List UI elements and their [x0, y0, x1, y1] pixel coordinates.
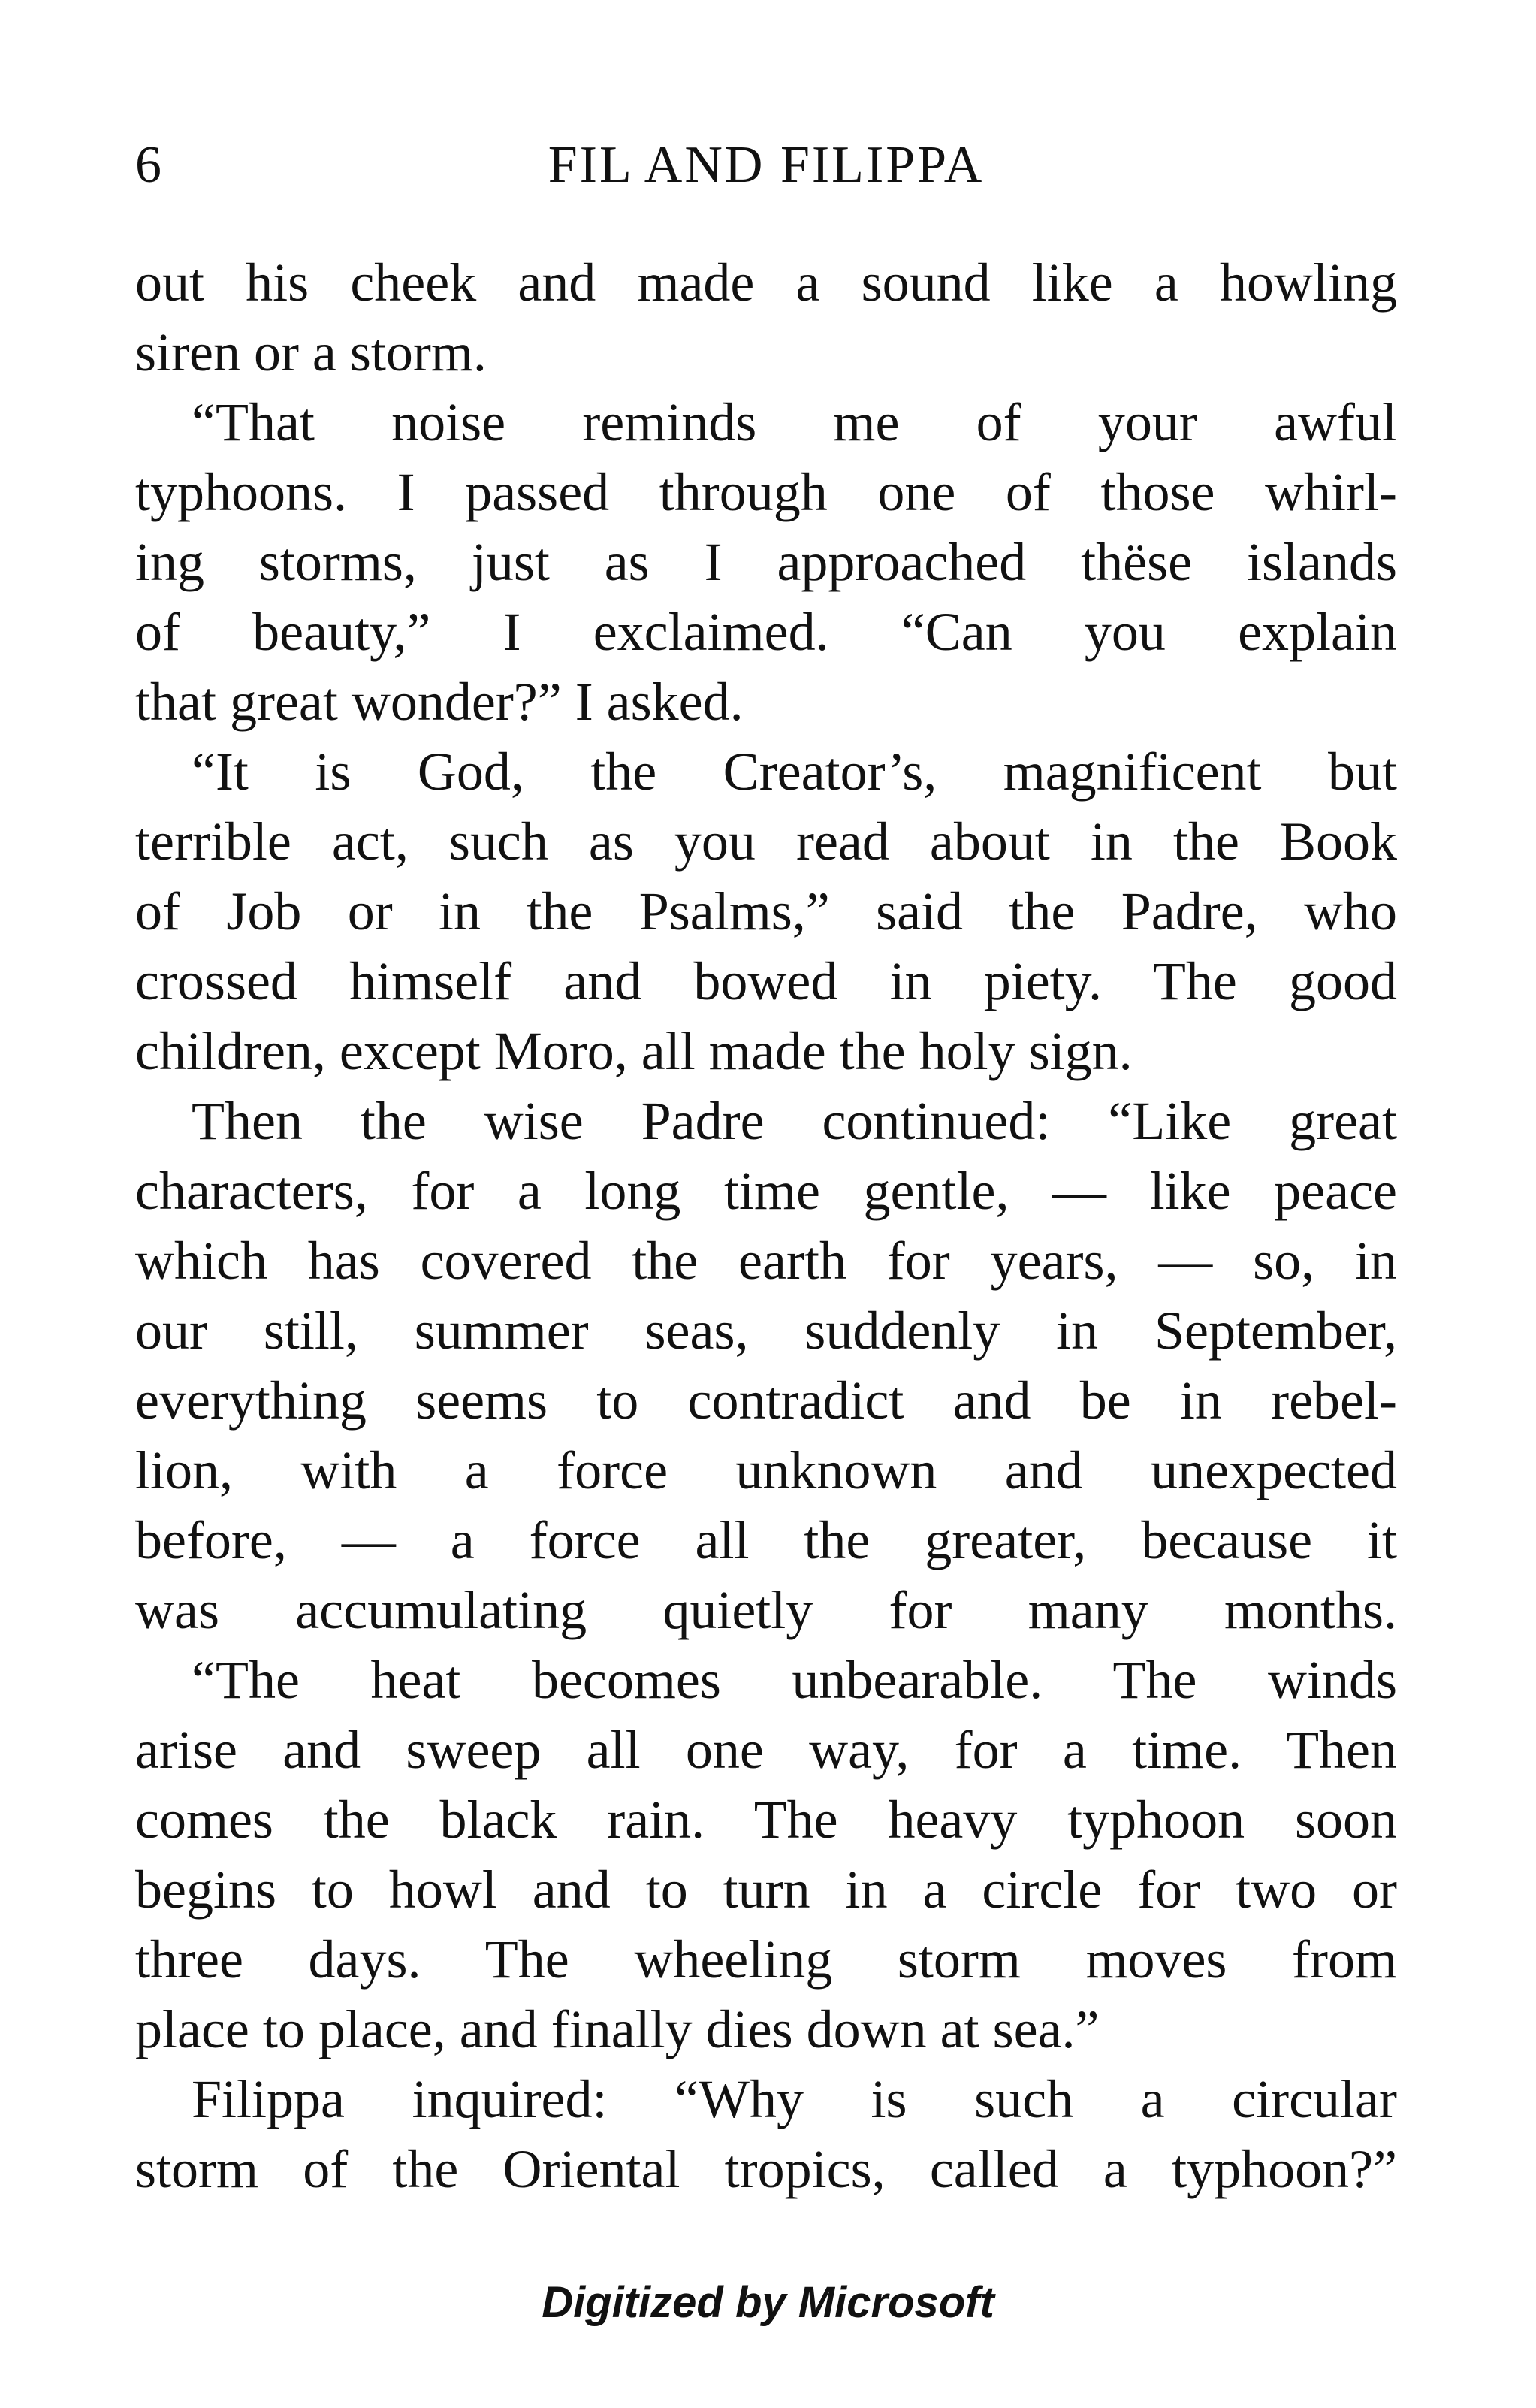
- text-line: of beauty,” I exclaimed. “Can you explain: [135, 602, 1397, 662]
- text-line: siren or a storm.: [135, 322, 487, 382]
- running-title: FIL AND FILIPPA: [548, 136, 985, 194]
- text-line: Filippa inquired: “Why is such a circular: [192, 2069, 1397, 2129]
- text-line: everything seems to contradict and be in rebel-: [135, 1370, 1397, 1431]
- page-header: [135, 124, 1397, 207]
- text-line: our still, summer seas, suddenly in September,: [135, 1301, 1397, 1361]
- text-line: storm of the Oriental tropics, called a typhoon?”: [135, 2139, 1397, 2199]
- text-line: three days. The wheeling storm moves from: [135, 1929, 1397, 1990]
- text-line: children, except Moro, all made the holy sign.: [135, 1021, 1133, 1081]
- text-line: was accumulating quietly for many months.: [135, 1580, 1397, 1640]
- text-line: “That noise reminds me of your awful: [192, 392, 1397, 452]
- text-line: arise and sweep all one way, for a time. Then: [135, 1720, 1397, 1780]
- body-text: [135, 248, 1397, 2204]
- text-line: place to place, and finally dies down at sea.”: [135, 1999, 1100, 2059]
- text-line: “The heat becomes unbearable. The winds: [192, 1650, 1397, 1710]
- digitization-watermark: Digitized by Microsoft: [542, 2278, 994, 2327]
- text-line: begins to howl and to turn in a circle for two or: [135, 1860, 1397, 1920]
- text-line: comes the black rain. The heavy typhoon soon: [135, 1790, 1397, 1850]
- text-line: typhoons. I passed through one of those whirl-: [135, 462, 1397, 522]
- text-line: crossed himself and bowed in piety. The good: [135, 951, 1397, 1011]
- text-line: which has covered the earth for years, — so, in: [135, 1231, 1397, 1291]
- text-line: of Job or in the Psalms,” said the Padre, who: [135, 881, 1397, 941]
- text-line: Then the wise Padre continued: “Like great: [192, 1091, 1397, 1151]
- text-line: before, — a force all the greater, because it: [135, 1510, 1397, 1570]
- text-line: out his cheek and made a sound like a howling: [135, 252, 1397, 313]
- text-line: characters, for a long time gentle, — like peace: [135, 1161, 1397, 1221]
- text-line: terrible act, such as you read about in the Book: [135, 811, 1397, 872]
- text-line: “It is God, the Creator’s, magnificent but: [192, 742, 1397, 802]
- text-line: ing storms, just as I approached thëse islands: [135, 532, 1397, 592]
- page-number: 6: [135, 136, 161, 194]
- text-line: lion, with a force unknown and unexpected: [135, 1440, 1397, 1500]
- text-line: that great wonder?” I asked.: [135, 672, 744, 732]
